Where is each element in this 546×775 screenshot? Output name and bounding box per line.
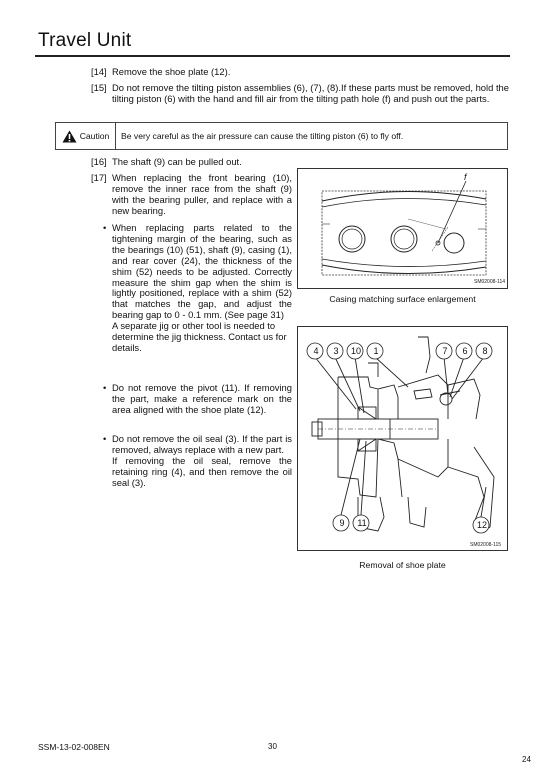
caution-text: Be very careful as the air pressure can cause the tilting piston (6) to fly off. [121,131,404,141]
callout-7: 7 [442,346,448,356]
bullet-text: When replacing parts related to the tightening margin of the bearing, such as the bearings (10) (51), shaft (9), casing (1), and rear cover (24), the thickness of the shim (52) needs to be adjusted. Correctly measure the shim gap when the shim is lightly positioned, replace with a shim (52) that matches the gap, and adjust the bearing gap to 0 - 0.1 mm. (See page 31) [112,222,292,321]
page-number: 30 [268,742,277,751]
casing-surface-drawing [298,169,507,288]
bullet-mark: • [103,382,107,393]
callout-4: 4 [313,346,319,356]
figure-code: SM02008-115 [470,542,502,548]
bullet-mark: • [103,433,107,444]
step-number: [15] [91,82,107,93]
bullet-note: If removing the oil seal, remove the retaining ring (4), and then remove the oil seal (3). [112,454,292,488]
callout-12: 12 [476,520,487,530]
document-id: SSM-13-02-008EN [38,742,110,752]
bullet-item-shim [103,223,292,354]
bullet-item-pivot [103,383,292,416]
caution-label-cell [56,123,116,149]
page-title: Travel Unit [38,30,132,51]
callout-f: f [464,172,467,182]
callout-11: 11 [357,518,367,528]
sheet-number: 24 [522,755,531,764]
step-text: When replacing the front bearing (10), remove the inner race from the shaft (9) with the bearing puller, and replace with a new bearing. [112,172,292,216]
bullet-mark: • [103,222,107,233]
step-number: [16] [91,156,107,167]
step-text: Remove the shoe plate (12). [112,66,231,77]
figure-caption: Removal of shoe plate [359,560,446,570]
step-15 [91,83,509,105]
step-14 [91,67,509,78]
callout-1: 1 [373,346,379,356]
shoe-plate-drawing [298,327,507,550]
figure-shoe-plate-removal [297,326,508,551]
caution-label: Caution [79,131,110,141]
callout-8: 8 [482,346,488,356]
bullet-note: A separate jig or other tool is needed to determine the jig thickness. Contact us for details. [112,320,287,353]
title-underline [35,55,510,57]
caution-box [55,122,508,150]
step-17 [91,173,292,217]
step-text: The shaft (9) can be pulled out. [112,156,242,167]
callout-9: 9 [339,518,345,528]
bullet-text: Do not remove the pivot (11). If removing the part, make a reference mark on the area aligned with the shoe plate (12). [112,382,292,415]
step-16 [91,157,291,168]
warning-icon [62,130,77,143]
bullet-item-oil-seal [103,434,292,489]
figure-code: SM02008-114 [474,279,506,285]
figure-caption: Casing matching surface enlargement [329,294,476,304]
callout-10: 10 [350,346,361,356]
figure-casing-surface [297,168,508,289]
step-text: Do not remove the tilting piston assemblies (6), (7), (8).If these parts must be removed, hold the tilting piston (6) with the hand and fill air from the tilting path hole (f) and push out the parts. [112,82,509,104]
step-number: [17] [91,172,107,183]
callout-3: 3 [333,346,339,356]
step-number: [14] [91,66,107,77]
callout-6: 6 [462,346,468,356]
bullet-text: Do not remove the oil seal (3). If the part is removed, always replace with a new part. [112,433,292,455]
